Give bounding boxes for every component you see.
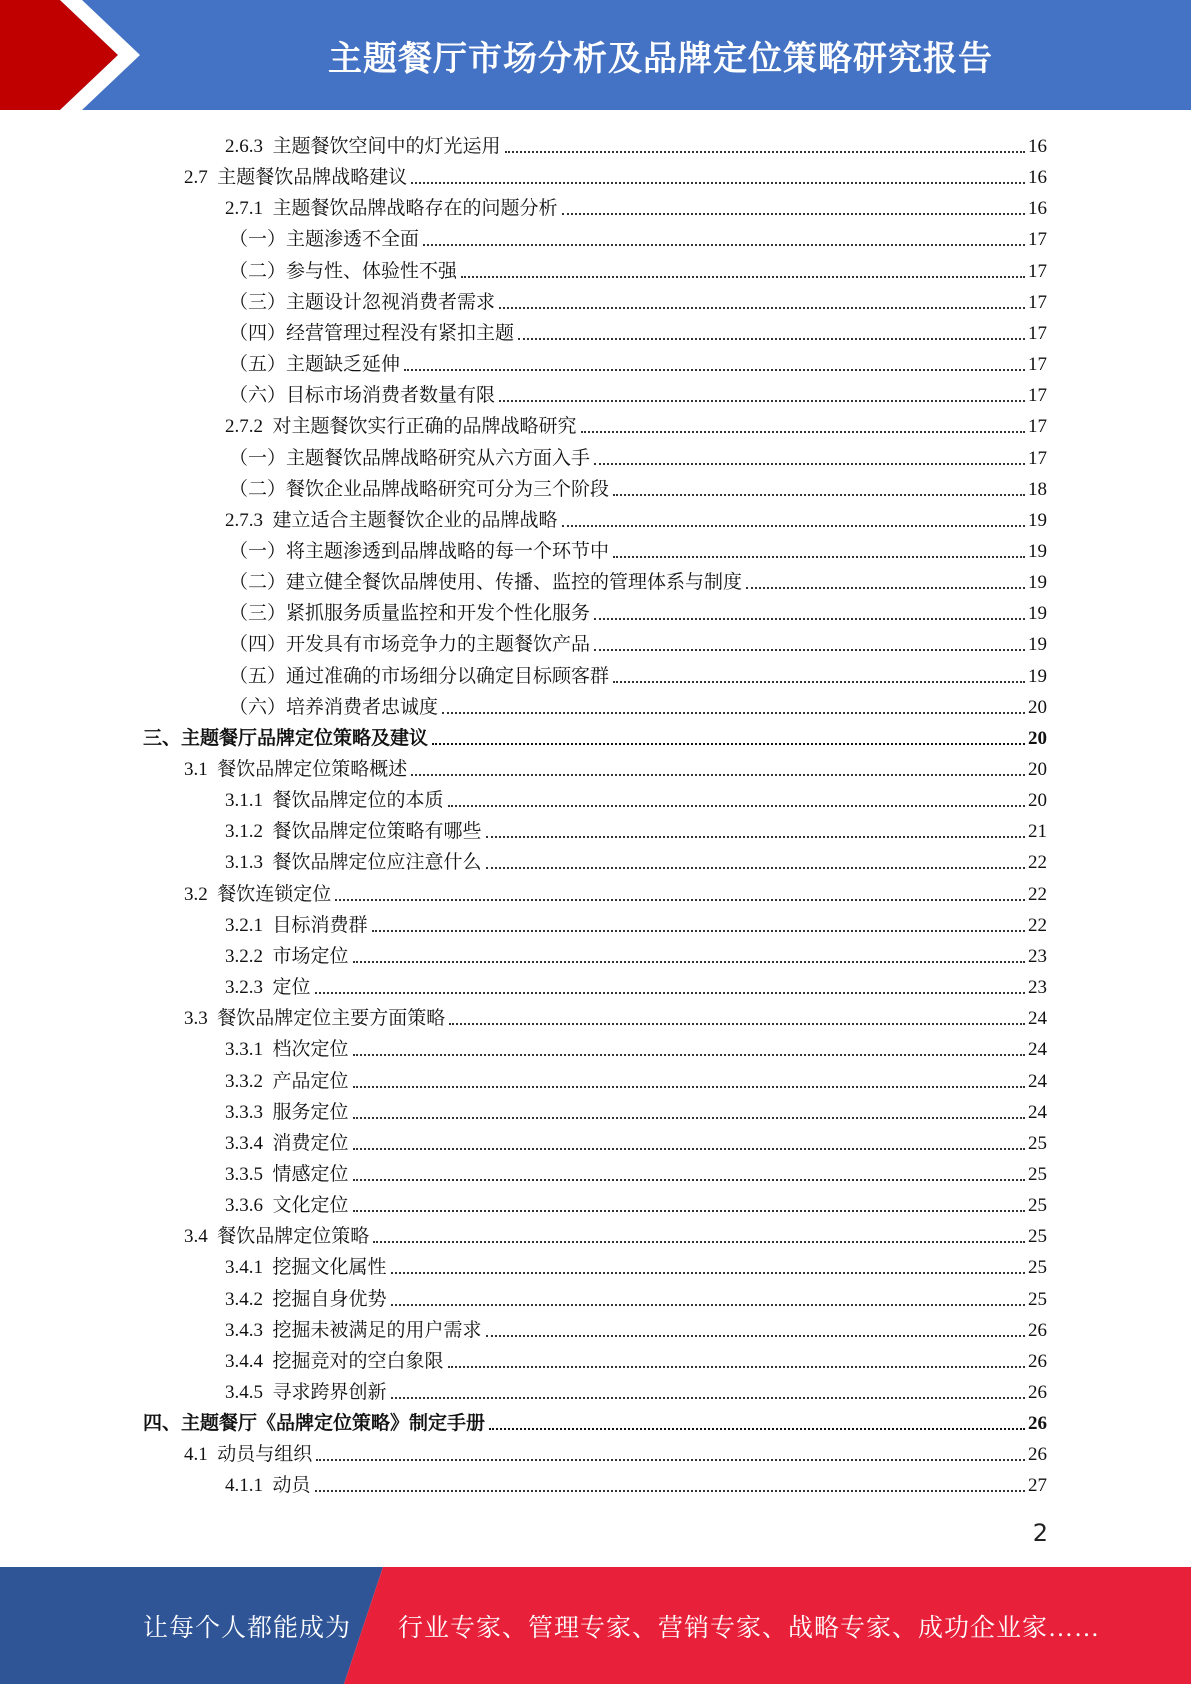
toc-entry-title: 挖掘未被满足的用户需求 [272,1319,482,1341]
toc-entry[interactable] [225,1186,1047,1217]
toc-entry-title: （六）目标市场消费者数量有限 [229,385,496,407]
toc-entry-title: （四）开发具有市场竞争力的主题餐饮产品 [229,634,591,656]
toc-entry-title: （六）培养消费者忠诚度 [229,696,439,718]
toc-entry-title: （三）紧抓服务质量监控和开发个性化服务 [229,603,591,625]
toc-leader-dots [353,1054,1025,1056]
toc-entry[interactable] [184,1435,1047,1466]
toc-entry-number: 4.1 [184,1444,218,1466]
toc-entry[interactable] [184,1217,1047,1248]
toc-entry[interactable] [229,470,1047,501]
toc-entry-page: 20 [1028,759,1047,780]
toc-entry[interactable] [225,1248,1047,1279]
report-title: 主题餐厅市场分析及品牌定位策略研究报告 [328,38,993,79]
toc-leader-dots [373,1241,1025,1243]
toc-entry-title: 情感定位 [272,1163,349,1185]
toc-entry-title: 餐饮品牌定位的本质 [272,790,444,812]
toc-entry-page: 19 [1028,509,1047,531]
toc-entry-title: （五）通过准确的市场细分以确定目标顾客群 [229,665,610,687]
toc-entry[interactable] [225,781,1047,812]
toc-entry[interactable] [225,843,1047,874]
footer-slogan-left: 让每个人都能成为 [143,1614,352,1642]
toc-leader-dots [594,463,1025,465]
toc-leader-dots [613,681,1025,683]
footer-slogan-right: 行业专家、管理专家、营销专家、战略专家、成功企业家…… [398,1614,1101,1642]
toc-entry-page: 20 [1028,696,1047,718]
toc-entry-page: 20 [1028,790,1047,812]
toc-leader-dots [461,276,1025,278]
toc-entry-page: 24 [1028,1039,1047,1061]
toc-entry-page: 17 [1028,291,1047,313]
page-footer [0,1567,1191,1684]
toc-entry-number: 3.3.3 [225,1101,273,1123]
toc-entry-title: 建立适合主题餐饮企业的品牌战略 [272,509,558,531]
toc-entry[interactable] [225,1311,1047,1342]
toc-entry-title: 主题餐饮空间中的灯光运用 [272,136,501,157]
toc-entry[interactable] [184,158,1047,189]
toc-leader-dots [391,1304,1025,1306]
toc-entry[interactable] [229,376,1047,407]
toc-leader-dots [613,494,1025,496]
toc-entry-page: 17 [1028,260,1047,282]
toc-leader-dots [562,213,1025,215]
toc-entry-number: 3.1 [184,759,218,780]
toc-entry-title: 对主题餐饮实行正确的品牌战略研究 [272,416,577,438]
toc-leader-dots [486,1335,1025,1337]
toc-entry-page: 22 [1028,883,1047,905]
toc-entry-number: 3.3.5 [225,1163,273,1185]
toc-entry-number: 3.4.3 [225,1319,273,1341]
toc-entry[interactable] [143,719,1047,750]
toc-entry-number: 3.2.2 [225,945,273,967]
toc-entry[interactable] [229,594,1047,625]
toc-leader-dots [448,805,1025,807]
toc-entry-title: 主题餐饮品牌战略建议 [217,167,408,189]
toc-entry[interactable] [225,1124,1047,1155]
toc-leader-dots [489,1428,1025,1430]
toc-entry-page: 25 [1028,1195,1047,1217]
toc-entry[interactable] [225,1030,1047,1061]
toc-entry-title: 市场定位 [272,945,349,967]
toc-leader-dots [746,587,1025,589]
toc-leader-dots [335,899,1025,901]
toc-entry-number: 2.6.3 [225,136,273,157]
toc-leader-dots [486,836,1025,838]
toc-entry-number: 3.4.2 [225,1288,273,1310]
toc-entry[interactable] [229,314,1047,345]
toc-entry[interactable] [225,407,1047,438]
toc-leader-dots [411,182,1025,184]
toc-entry-page: 17 [1028,447,1047,469]
toc-entry-page: 19 [1028,665,1047,687]
toc-leader-dots [594,649,1025,651]
toc-entry[interactable] [225,127,1047,158]
toc-entry-title: 动员 [272,1475,311,1497]
toc-entry-number: 3.4.1 [225,1257,273,1279]
toc-leader-dots [581,431,1025,433]
toc-entry-number: 3.1.3 [225,852,273,874]
toc-entry[interactable] [229,252,1047,283]
toc-entry-page: 22 [1028,914,1047,936]
toc-entry-page: 25 [1028,1163,1047,1185]
toc-entry-page: 26 [1028,1413,1047,1435]
toc-entry-page: 18 [1028,478,1047,500]
toc-entry[interactable] [143,1404,1047,1435]
toc-entry-title: 餐饮品牌定位策略 [217,1226,370,1248]
toc-entry-number: 3.1.1 [225,790,273,812]
toc-entry-title: 餐饮品牌定位策略概述 [217,759,408,780]
toc-leader-dots [404,369,1025,371]
page-number: 2 [1032,1519,1048,1547]
toc-entry-title: 服务定位 [272,1101,349,1123]
toc-entry-page: 17 [1028,322,1047,344]
toc-entry-title: 挖掘文化属性 [272,1257,387,1279]
toc-entry[interactable] [229,688,1047,719]
toc-entry-page: 20 [1028,727,1047,749]
toc-entry-number: 3.4.5 [225,1382,273,1403]
toc-entry-title: 动员与组织 [217,1444,313,1466]
toc-entry-number: 2.7 [184,167,218,189]
toc-entry-title: （一）主题餐饮品牌战略研究从六方面入手 [229,447,591,469]
toc-entry[interactable] [225,1093,1047,1124]
toc-leader-dots [505,151,1025,153]
toc-entry-title: 寻求跨界创新 [272,1382,387,1403]
toc-entry[interactable] [229,657,1047,688]
toc-entry-page: 22 [1028,852,1047,874]
toc-entry[interactable] [184,875,1047,906]
toc-entry-page: 16 [1028,198,1047,220]
toc-entry-title: 餐饮品牌定位应注意什么 [272,852,482,874]
toc-entry[interactable] [229,625,1047,656]
toc-entry-page: 26 [1028,1319,1047,1341]
toc-entry-title: （二）餐饮企业品牌战略研究可分为三个阶段 [229,478,610,500]
toc-entry-title: 产品定位 [272,1070,349,1092]
toc-entry-title: （二）参与性、体验性不强 [229,260,458,282]
toc-entry-page: 17 [1028,229,1047,251]
toc-entry-page: 23 [1028,977,1047,999]
toc-entry-title: （五）主题缺乏延伸 [229,354,401,376]
toc-entry-page: 26 [1028,1382,1047,1403]
toc-entry-page: 23 [1028,945,1047,967]
toc-leader-dots [353,1210,1025,1212]
toc-entry-number: 3.4 [184,1226,218,1248]
toc-leader-dots [594,618,1025,620]
toc-entry[interactable] [225,501,1047,532]
toc-entry-number: 3.2.1 [225,914,273,936]
toc-entry[interactable] [225,968,1047,999]
toc-leader-dots [353,1148,1025,1150]
toc-entry-page: 25 [1028,1226,1047,1248]
toc-entry-page: 25 [1028,1288,1047,1310]
toc-entry[interactable] [225,1155,1047,1186]
toc-entry-title: 目标消费群 [272,914,368,936]
toc-entry[interactable] [225,812,1047,843]
toc-entry-page: 16 [1028,167,1047,189]
toc-entry-page: 19 [1028,603,1047,625]
toc-leader-dots [391,1397,1025,1399]
toc-entry-page: 24 [1028,1101,1047,1123]
toc-entry[interactable] [225,1062,1047,1093]
toc-entry-number: 3.4.4 [225,1350,273,1372]
toc-entry-page: 19 [1028,540,1047,562]
toc-entry[interactable] [229,283,1047,314]
toc-entry-number: 2.7.1 [225,198,273,220]
toc-entry-page: 16 [1028,136,1047,157]
toc-entry-title: （三）主题设计忽视消费者需求 [229,291,496,313]
toc-entry-title: 定位 [272,977,311,999]
toc-entry-title: 档次定位 [272,1039,349,1061]
toc-entry-title: 文化定位 [272,1195,349,1217]
toc-entry[interactable] [229,532,1047,563]
toc-entry[interactable] [229,345,1047,376]
toc-entry-number: 3.3.4 [225,1132,273,1154]
toc-leader-dots [448,1366,1025,1368]
toc-entry-page: 21 [1028,821,1047,843]
toc-entry[interactable] [225,1373,1047,1404]
page-header [0,0,1191,110]
toc-entry-title: 餐饮品牌定位主要方面策略 [217,1008,446,1030]
toc-entry-number: 3.3.1 [225,1039,273,1061]
toc-leader-dots [423,244,1025,246]
toc-entry-title: 四、主题餐厅《品牌定位策略》制定手册 [143,1413,486,1435]
toc-entry-number: 3.3 [184,1008,218,1030]
toc-entry-page: 19 [1028,634,1047,656]
toc-entry-title: 主题餐饮品牌战略存在的问题分析 [272,198,558,220]
toc-leader-dots [391,1272,1025,1274]
toc-entry-title: 三、主题餐厅品牌定位策略及建议 [143,727,429,749]
toc-entry-title: 餐饮连锁定位 [217,883,332,905]
toc-entry[interactable] [225,1466,1047,1497]
toc-entry-number: 4.1.1 [225,1475,273,1497]
toc-entry-page: 26 [1028,1444,1047,1466]
toc-entry-page: 17 [1028,354,1047,376]
toc-entry-page: 27 [1028,1475,1047,1497]
toc-entry[interactable] [225,906,1047,937]
toc-leader-dots [499,307,1025,309]
toc-leader-dots [372,930,1025,932]
toc-entry-page: 25 [1028,1257,1047,1279]
toc-entry-title: （一）将主题渗透到品牌战略的每一个环节中 [229,540,610,562]
toc-leader-dots [315,1490,1025,1492]
toc-entry[interactable] [229,220,1047,251]
toc-leader-dots [518,338,1025,340]
toc-leader-dots [449,1023,1025,1025]
toc-entry[interactable] [225,189,1047,220]
toc-entry-page: 26 [1028,1350,1047,1372]
toc-leader-dots [432,743,1025,745]
toc-leader-dots [613,556,1025,558]
toc-entry-number: 2.7.3 [225,509,273,531]
toc-entry-number: 2.7.2 [225,416,273,438]
toc-leader-dots [315,992,1025,994]
toc-entry-title: （四）经营管理过程没有紧扣主题 [229,322,515,344]
toc-leader-dots [562,525,1025,527]
toc-entry-number: 3.2 [184,883,218,905]
toc-entry-page: 24 [1028,1070,1047,1092]
toc-entry-title: 挖掘自身优势 [272,1288,387,1310]
toc-entry-number: 3.1.2 [225,821,273,843]
toc-entry-number: 3.3.2 [225,1070,273,1092]
toc-entry-page: 17 [1028,385,1047,407]
toc-leader-dots [411,774,1025,776]
toc-entry[interactable] [225,937,1047,968]
toc-entry-title: （一）主题渗透不全面 [229,229,420,251]
toc-leader-dots [353,1117,1025,1119]
toc-leader-dots [353,1086,1025,1088]
toc-entry-title: 消费定位 [272,1132,349,1154]
toc-leader-dots [486,867,1025,869]
toc-entry-page: 17 [1028,416,1047,438]
toc-entry-page: 24 [1028,1008,1047,1030]
toc-entry[interactable] [229,563,1047,594]
toc-entry-page: 19 [1028,572,1047,594]
toc-entry[interactable] [184,750,1047,781]
toc-entry-title: （二）建立健全餐饮品牌使用、传播、监控的管理体系与制度 [229,572,743,594]
toc-leader-dots [316,1459,1025,1461]
toc-entry-page: 25 [1028,1132,1047,1154]
toc-leader-dots [499,400,1025,402]
toc-entry-number: 3.3.6 [225,1195,273,1217]
toc-leader-dots [353,1179,1025,1181]
toc-entry-number: 3.2.3 [225,977,273,999]
toc-leader-dots [442,712,1025,714]
toc-entry-title: 餐饮品牌定位策略有哪些 [272,821,482,843]
toc-leader-dots [353,961,1025,963]
toc-entry[interactable] [225,1342,1047,1373]
toc-entry-title: 挖掘竞对的空白象限 [272,1350,444,1372]
toc-entry[interactable] [229,439,1047,470]
toc-entry[interactable] [225,1280,1047,1311]
toc-entry[interactable] [184,999,1047,1030]
